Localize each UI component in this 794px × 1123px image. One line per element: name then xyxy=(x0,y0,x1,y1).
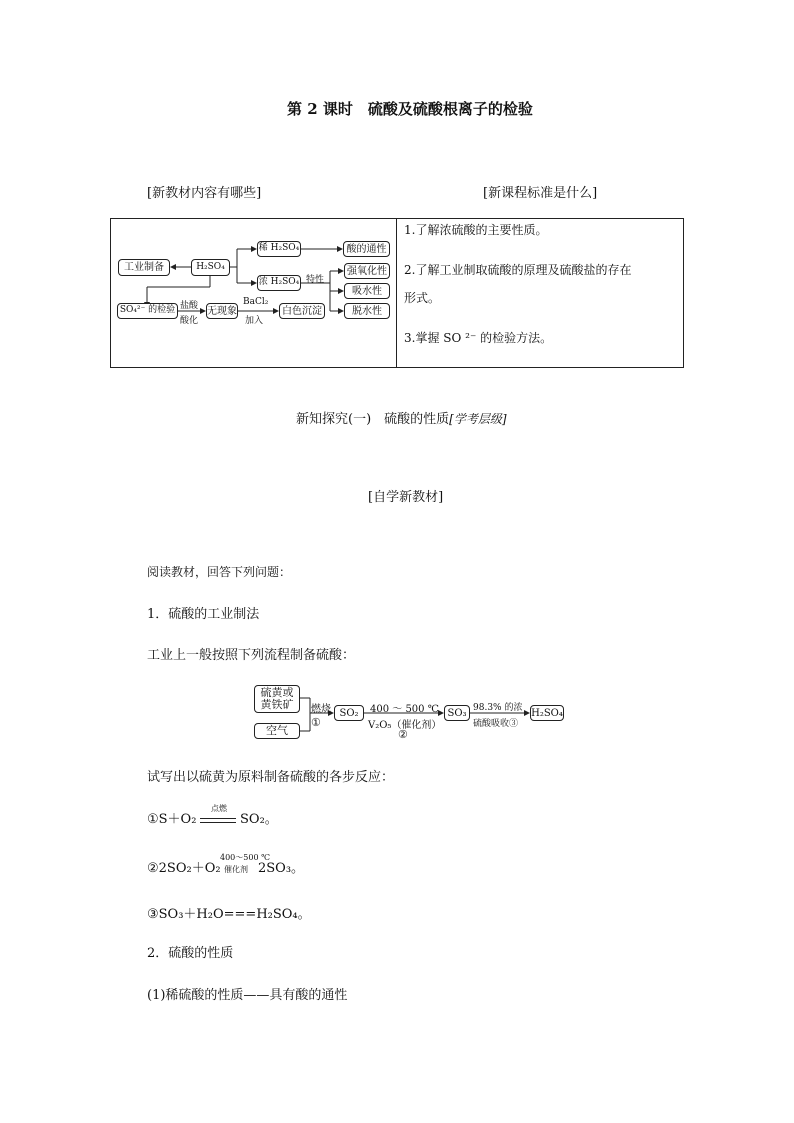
reaction-2-left: ②2SO₂＋O₂ xyxy=(147,861,221,876)
reaction-2-right: 2SO₃。 xyxy=(258,861,305,876)
air-box: 空气 xyxy=(254,723,300,739)
hcl-label: 盐酸 xyxy=(180,301,199,311)
reaction-2-condition-bottom: 催化剂 xyxy=(224,865,248,874)
standard-2a: 2.了解工业制取硫酸的原理及硫酸盐的存在 xyxy=(404,263,632,277)
conc-h2so4-box: 浓 H₂SO₄ xyxy=(257,275,301,291)
self-study-header: [自学新教材] xyxy=(368,490,444,505)
item-1-text: 工业上一般按照下列流程制备硫酸： xyxy=(147,648,356,663)
item-2-heading: 2．硫酸的性质 xyxy=(147,946,234,961)
standard-1: 1.了解浓硫酸的主要性质。 xyxy=(404,223,548,237)
dehydrating-box: 脱水性 xyxy=(344,303,390,319)
raw-material-box: 硫黄或黄铁矿 xyxy=(254,685,300,713)
reaction-3: ③SO₃＋H₂O===H₂SO₄。 xyxy=(147,907,311,922)
industry-box: 工业制备 xyxy=(118,259,170,276)
step-2-label: ② xyxy=(398,728,408,741)
absorb-label-bottom: 硫酸吸收③ xyxy=(473,719,519,729)
so2-box: SO₂ xyxy=(334,705,364,721)
acid-common-box: 酸的通性 xyxy=(343,241,390,257)
temperature-label: 400 ～ 500 ℃ xyxy=(370,704,439,715)
add-label: 加入 xyxy=(245,316,264,326)
h2so4-box: H₂SO₄ xyxy=(191,259,230,276)
no-change-box: 无现象 xyxy=(206,303,238,319)
dilute-h2so4-box: 稀 H₂SO₄ xyxy=(257,241,301,257)
property-label: 特性 xyxy=(306,275,325,285)
reaction-2-condition-top: 400～500 ℃ xyxy=(220,853,271,862)
strong-oxidizing-box: 强氧化性 xyxy=(344,263,390,279)
so3-box: SO₃ xyxy=(444,705,470,721)
left-header: [新教材内容有哪些] xyxy=(147,186,262,201)
step-1-label: ① xyxy=(311,716,321,729)
right-header: [新课程标准是什么] xyxy=(483,186,598,201)
standard-2b: 形式。 xyxy=(404,291,441,305)
intro-text: 阅读教材，回答下列问题： xyxy=(147,565,292,579)
final-h2so4-box: H₂SO₄ xyxy=(530,705,564,721)
reaction-1-condition: 点燃 xyxy=(211,804,227,813)
reaction-1-left: ①S＋O₂ xyxy=(147,812,197,827)
absorb-label-top: 98.3% 的浓 xyxy=(473,703,523,713)
bacl2-label: BaCl₂ xyxy=(243,297,269,307)
reaction-prompt: 试写出以硫黄为原料制备硫酸的各步反应： xyxy=(147,770,395,785)
water-absorbing-box: 吸水性 xyxy=(344,283,390,299)
page-title: 第 2 课时 硫酸及硫酸根离子的检验 xyxy=(287,100,533,118)
standard-3: 3.掌握 SO ²⁻ 的检验方法。 xyxy=(404,331,553,345)
item-1-heading: 1．硫酸的工业制法 xyxy=(147,607,260,622)
catalyst-label: V₂O₅（催化剂） xyxy=(368,720,442,731)
item-2-subheading: (1)稀硫酸的性质——具有酸的通性 xyxy=(147,988,348,1003)
white-precipitate-box: 白色沉淀 xyxy=(279,303,325,319)
burn-label: 燃烧 xyxy=(311,704,331,715)
sulfate-test-box: SO₄²⁻ 的检验 xyxy=(117,303,178,319)
section-title: 新知探究(一) 硫酸的性质[学考层级] xyxy=(296,412,507,427)
acidify-label: 酸化 xyxy=(180,316,199,326)
reaction-1-right: SO₂。 xyxy=(240,812,278,827)
reaction-1-equals xyxy=(200,818,236,823)
